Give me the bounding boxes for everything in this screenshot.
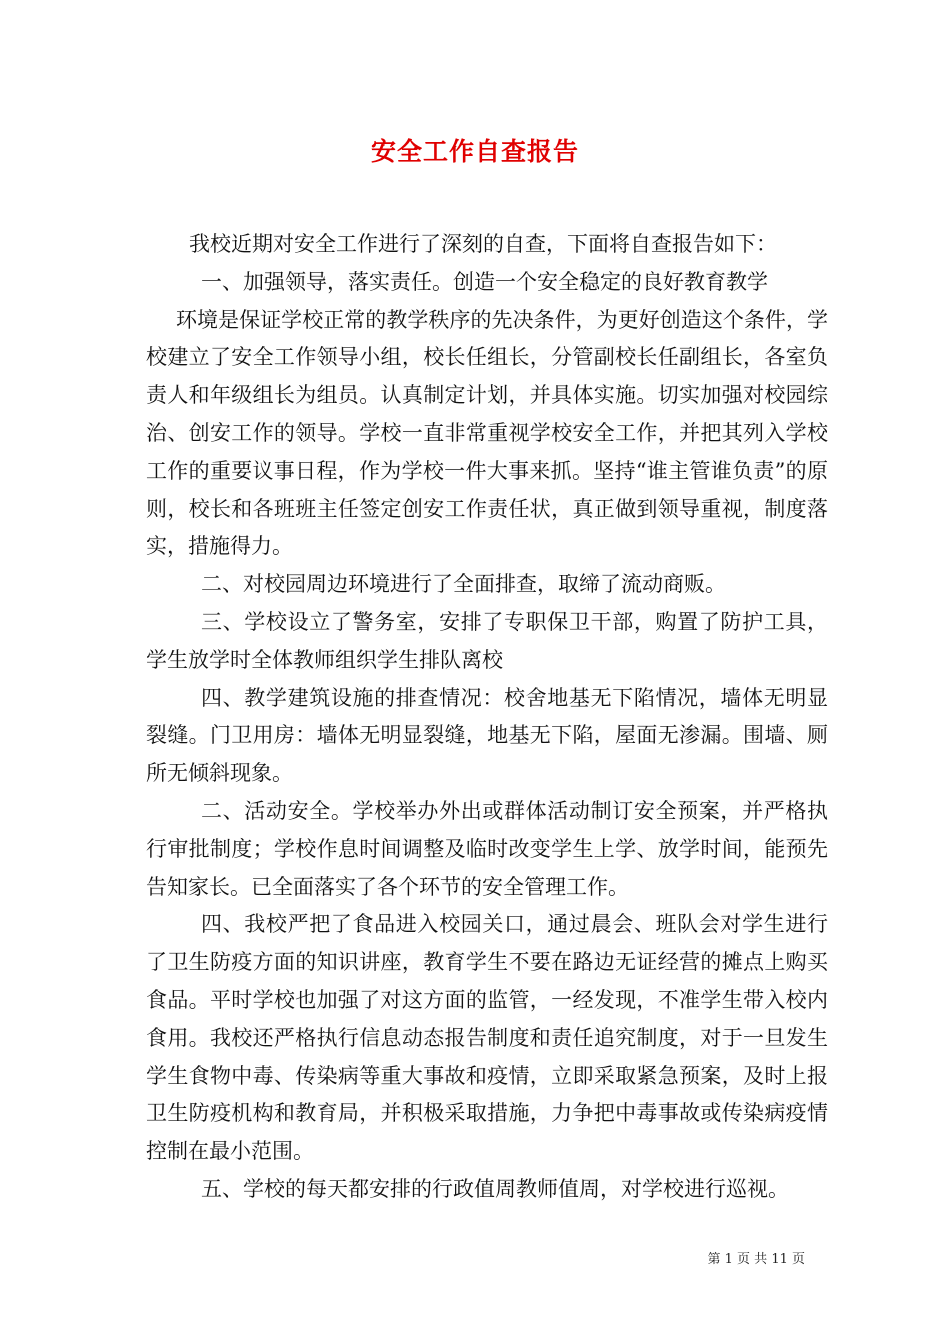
paragraph-intro: 我校近期对安全工作进行了深刻的自查，下面将自查报告如下： — [189, 232, 777, 256]
paragraph-activity-safety: 二、活动安全。学校举办外出或群体活动制订安全预案，并严格执行审批制度；学校作息时间调整及临时改变学生上学、放学时间，能预先告知家长。已全面落实了各个环节的安全管理工作。 — [146, 798, 828, 899]
paragraph-section-3: 三、学校设立了警务室，安排了专职保卫干部，购置了防护工具，学生放学时全体教师组织学生排队离校 — [146, 609, 828, 672]
page-number: 第 1 页 共 11 页 — [707, 1252, 805, 1267]
paragraph-food-safety: 四、我校严把了食品进入校园关口，通过晨会、班队会对学生进行了卫生防疫方面的知识讲座，教育学生不要在路边无证经营的摊点上购买食品。平时学校也加强了对这方面的监管，一经发现，不准学生带入校内食用。我校还严格执行信息动态报告制度和责任追究制度，对于一旦发生学生食物中毒、传染病等重大事故和疫情，立即采取紧急预案，及时上报卫生防疫机构和教育局，并积极采取措施，力争把中毒事故或传染病疫情控制在最小范围。 — [146, 912, 828, 1164]
paragraph-section-1-body: 环境是保证学校正常的教学秩序的先决条件，为更好创造这个条件，学校建立了安全工作领导小组，校长任组长，分管副校长任副组长，各室负责人和年级组长为组员。认真制定计划，并具体实施。切实加强对校园综治、创安工作的领导。学校一直非常重视学校安全工作，并把其列入学校工作的重要议事日程，作为学校一件大事来抓。坚持“谁主管谁负责”的原则，校长和各班班主任签定创安工作责任状，真正做到领导重视，制度落实，措施得力。 — [146, 307, 828, 559]
document-title: 安全工作自查报告 — [370, 137, 579, 166]
paragraph-section-1-heading: 一、加强领导，落实责任。创造一个安全稳定的良好教育教学 — [201, 269, 768, 294]
document-body — [146, 226, 828, 1209]
paragraph-section-5: 五、学校的每天都安排的行政值周教师值周，对学校进行巡视。 — [201, 1176, 789, 1201]
paragraph-section-2: 二、对校园周边环境进行了全面排查，取缔了流动商贩。 — [201, 572, 726, 597]
paragraph-section-4: 四、教学建筑设施的排查情况：校舍地基无下陷情况，墙体无明显裂缝。门卫用房：墙体无明显裂缝，地基无下陷，屋面无渗漏。围墙、厕所无倾斜现象。 — [146, 685, 828, 786]
